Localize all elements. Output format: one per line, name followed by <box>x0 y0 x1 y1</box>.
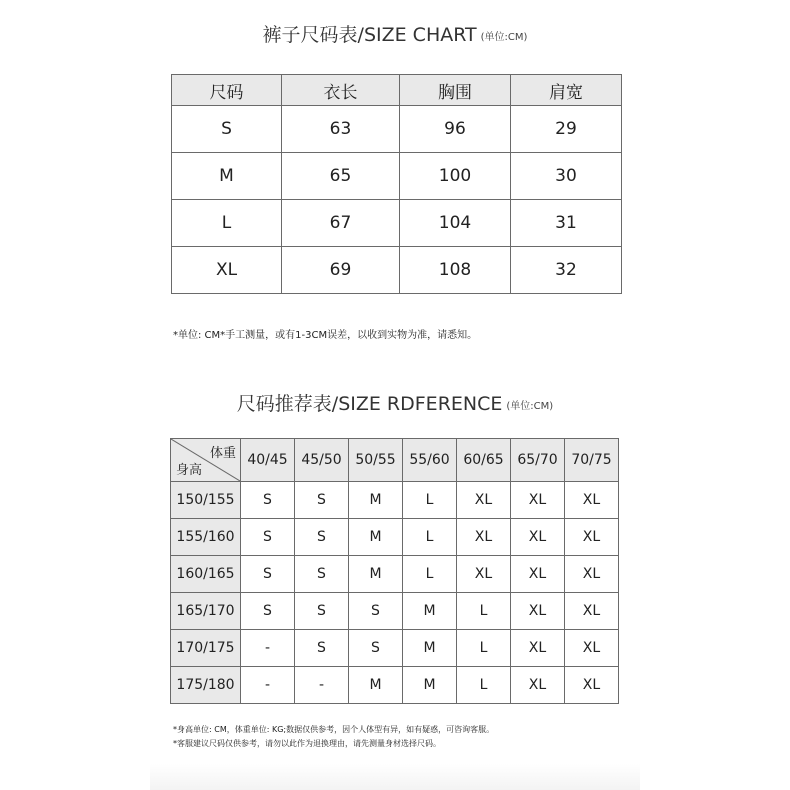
value-cell: 69 <box>282 247 400 294</box>
reference-chart-note-2: *客服建议尺码仅供参考，请勿以此作为退换理由，请先测量身材选择尺码。 <box>173 739 441 748</box>
size-cell: XL <box>457 519 511 556</box>
table-row <box>171 519 619 556</box>
table-row <box>172 247 622 294</box>
size-cell: M <box>403 667 457 704</box>
weight-header-cell: 60/65 <box>457 439 511 482</box>
reference-chart-header-row <box>171 439 619 482</box>
size-cell: XL <box>565 482 619 519</box>
size-cell: S <box>349 593 403 630</box>
reference-chart-title <box>0 389 790 416</box>
value-cell: 67 <box>282 200 400 247</box>
size-cell: XL <box>565 593 619 630</box>
size-cell: XL <box>565 519 619 556</box>
size-cell: - <box>241 630 295 667</box>
size-cell: S <box>241 593 295 630</box>
table-row <box>172 200 622 247</box>
size-cell: L <box>457 630 511 667</box>
table-row <box>171 593 619 630</box>
height-cell: 150/155 <box>171 482 241 519</box>
size-cell: XL <box>565 667 619 704</box>
size-cell: S <box>172 106 282 153</box>
value-cell: 30 <box>511 153 622 200</box>
header-cell: 衣长 <box>282 75 400 106</box>
height-cell: 155/160 <box>171 519 241 556</box>
corner-header-cell <box>171 439 241 482</box>
size-cell: M <box>403 630 457 667</box>
size-cell: M <box>172 153 282 200</box>
size-cell: XL <box>511 667 565 704</box>
size-cell: S <box>295 482 349 519</box>
height-cell: 165/170 <box>171 593 241 630</box>
size-cell: S <box>241 482 295 519</box>
weight-header-cell: 70/75 <box>565 439 619 482</box>
size-chart-unit: (单位:CM) <box>480 32 528 43</box>
size-cell: L <box>403 482 457 519</box>
weight-header-cell: 50/55 <box>349 439 403 482</box>
size-cell: XL <box>565 630 619 667</box>
size-cell: S <box>349 630 403 667</box>
value-cell: 63 <box>282 106 400 153</box>
size-cell: S <box>241 556 295 593</box>
size-cell: XL <box>511 556 565 593</box>
table-row <box>171 482 619 519</box>
header-cell: 肩宽 <box>511 75 622 106</box>
value-cell: 100 <box>400 153 511 200</box>
height-cell: 160/165 <box>171 556 241 593</box>
size-cell: XL <box>511 593 565 630</box>
weight-header-cell: 40/45 <box>241 439 295 482</box>
value-cell: 96 <box>400 106 511 153</box>
size-cell: XL <box>457 482 511 519</box>
table-row <box>172 153 622 200</box>
height-label: 身高 <box>176 463 203 478</box>
footer-fade <box>150 764 640 790</box>
size-cell: - <box>241 667 295 704</box>
reference-chart-note-1: *身高单位: CM，体重单位: KG;数据仅供参考，因个人体型有异，如有疑惑，可咨询客服。 <box>173 725 495 734</box>
size-cell: S <box>295 556 349 593</box>
value-cell: 104 <box>400 200 511 247</box>
value-cell: 108 <box>400 247 511 294</box>
value-cell: 65 <box>282 153 400 200</box>
table-row <box>172 106 622 153</box>
size-cell: - <box>295 667 349 704</box>
size-chart-table <box>171 74 622 294</box>
weight-header-cell: 55/60 <box>403 439 457 482</box>
size-cell: XL <box>457 556 511 593</box>
size-cell: L <box>403 519 457 556</box>
size-cell: XL <box>511 630 565 667</box>
size-cell: XL <box>511 482 565 519</box>
size-chart-title <box>0 20 790 47</box>
table-row <box>171 556 619 593</box>
weight-label: 体重 <box>209 446 236 461</box>
size-cell: S <box>295 593 349 630</box>
size-cell: L <box>403 556 457 593</box>
size-chart-note: *单位: CM*手工测量，或有1-3CM误差，以收到实物为准，请悉知。 <box>173 330 478 341</box>
size-cell: XL <box>565 556 619 593</box>
size-cell: M <box>349 519 403 556</box>
size-chart-header-row <box>172 75 622 106</box>
table-row <box>171 667 619 704</box>
size-cell: XL <box>172 247 282 294</box>
height-cell: 170/175 <box>171 630 241 667</box>
size-cell: S <box>295 519 349 556</box>
reference-chart-unit: (单位:CM) <box>506 401 554 412</box>
size-cell: L <box>457 667 511 704</box>
size-cell: M <box>403 593 457 630</box>
size-cell: M <box>349 556 403 593</box>
reference-chart-title-text: 尺码推荐表/SIZE RDFERENCE <box>236 393 503 415</box>
size-cell: S <box>241 519 295 556</box>
size-cell: M <box>349 482 403 519</box>
size-cell: L <box>457 593 511 630</box>
size-cell: L <box>172 200 282 247</box>
table-row <box>171 630 619 667</box>
header-cell: 胸围 <box>400 75 511 106</box>
reference-chart-table <box>170 438 619 704</box>
size-cell: M <box>349 667 403 704</box>
size-cell: XL <box>511 519 565 556</box>
weight-header-cell: 45/50 <box>295 439 349 482</box>
size-chart-title-text: 裤子尺码表/SIZE CHART <box>262 24 477 46</box>
value-cell: 29 <box>511 106 622 153</box>
value-cell: 32 <box>511 247 622 294</box>
value-cell: 31 <box>511 200 622 247</box>
size-cell: S <box>295 630 349 667</box>
weight-header-cell: 65/70 <box>511 439 565 482</box>
header-cell: 尺码 <box>172 75 282 106</box>
height-cell: 175/180 <box>171 667 241 704</box>
